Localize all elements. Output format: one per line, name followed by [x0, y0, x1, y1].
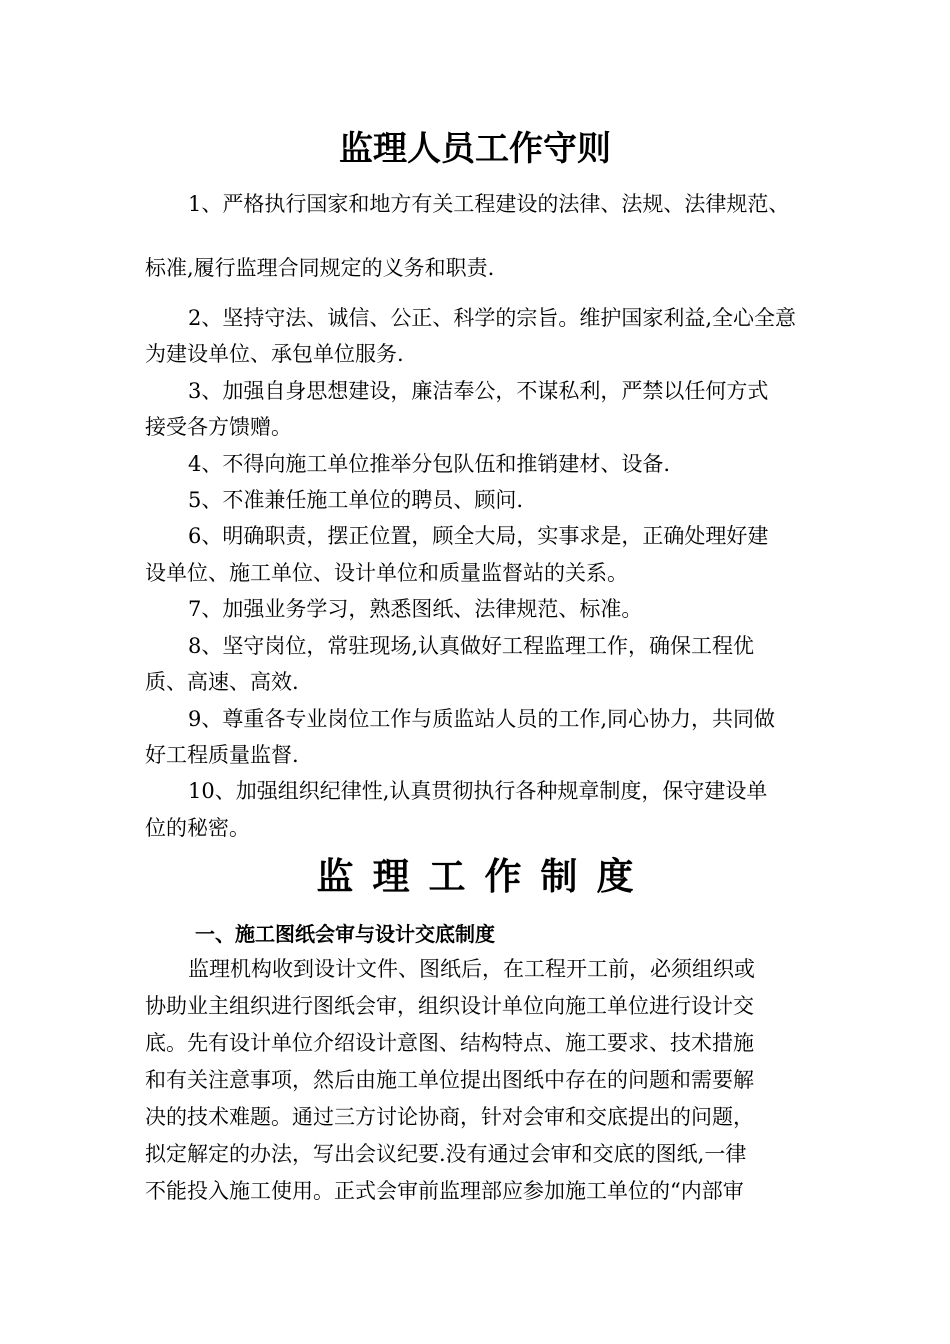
- rule-2-line-1: 2、坚持守法、诚信、公正、科学的宗旨。维护国家利益,全心全意: [188, 306, 797, 330]
- section-1-paragraph-line: 拟定解定的办法，写出会议纪要.没有通过会审和交底的图纸,一律: [145, 1142, 747, 1166]
- rule-3-line-2: 接受各方馈赠。: [145, 415, 292, 439]
- rule-2-line-2: 为建设单位、承包单位服务.: [145, 342, 404, 366]
- rule-6-line-2: 设单位、施工单位、设计单位和质量监督站的关系。: [145, 561, 628, 585]
- system-title: 监理工作制度: [316, 854, 653, 898]
- section-1-paragraph-line: 底。先有设计单位介绍设计意图、结构特点、施工要求、技术措施: [145, 1031, 754, 1055]
- rule-6-line-1: 6、明确职责，摆正位置，顾全大局，实事求是，正确处理好建: [188, 524, 769, 548]
- section-1-paragraph-line: 不能投入施工使用。正式会审前监理部应参加施工单位的“内部审: [145, 1179, 744, 1203]
- rule-1-line-1: 1、严格执行国家和地方有关工程建设的法律、法规、法律规范、: [188, 192, 790, 216]
- rule-9-line-1: 9、尊重各专业岗位工作与质监站人员的工作,同心协力，共同做: [188, 707, 776, 731]
- rule-1-line-2: 标准,履行监理合同规定的义务和职责.: [145, 256, 495, 280]
- section-1-paragraph-line: 协助业主组织进行图纸会审，组织设计单位向施工单位进行设计交: [145, 994, 754, 1018]
- section-1-paragraph-line: 决的技术难题。通过三方讨论协商，针对会审和交底提出的问题，: [145, 1105, 754, 1129]
- rule-8-line-2: 质、高速、高效.: [145, 670, 299, 694]
- rule-4-line-1: 4、不得向施工单位推举分包队伍和推销建材、设备.: [188, 452, 671, 476]
- rule-3-line-1: 3、加强自身思想建设，廉洁奉公，不谋私利，严禁以任何方式: [188, 379, 769, 403]
- rule-7-line-1: 7、加强业务学习，熟悉图纸、法律规范、标准。: [188, 597, 643, 621]
- rule-5-line-1: 5、不准兼任施工单位的聘员、顾问.: [188, 488, 524, 512]
- rules-title: 监理人员工作守则: [339, 129, 611, 169]
- rule-8-line-1: 8、坚守岗位，常驻现场,认真做好工程监理工作，确保工程优: [188, 634, 755, 658]
- section-1-paragraph-line: 监理机构收到设计文件、图纸后，在工程开工前，必须组织或: [188, 957, 755, 981]
- rule-10-line-2: 位的秘密。: [145, 816, 250, 840]
- section-1-paragraph-line: 和有关注意事项，然后由施工单位提出图纸中存在的问题和需要解: [145, 1068, 754, 1092]
- section-1-heading: 一、施工图纸会审与设计交底制度: [195, 922, 495, 946]
- rule-10-line-1: 10、加强组织纪律性,认真贯彻执行各种规章制度，保守建设单: [188, 779, 768, 803]
- rule-9-line-2: 好工程质量监督.: [145, 743, 299, 767]
